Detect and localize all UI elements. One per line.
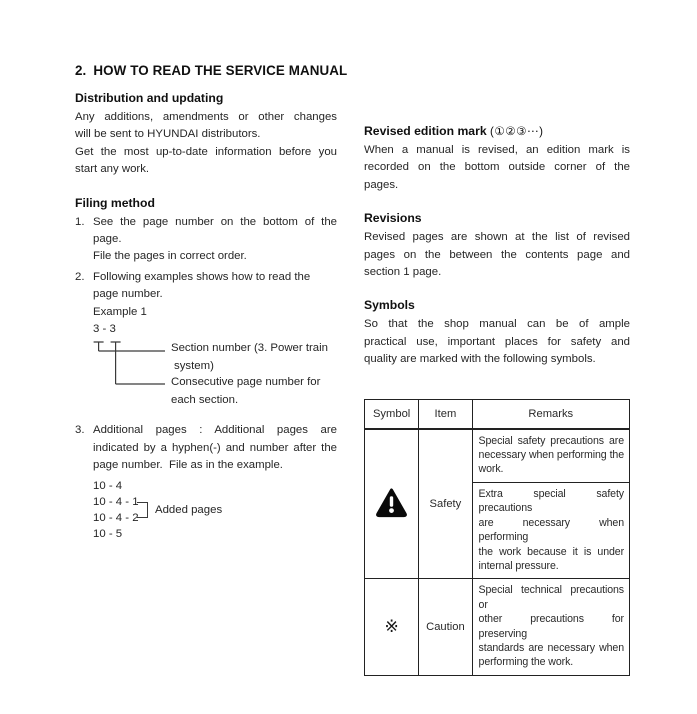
text-line: the work because it is under: [478, 545, 624, 558]
bracket-icon: [137, 502, 148, 518]
remarks-cell: [472, 579, 629, 675]
page-code: 10 - 5: [93, 527, 123, 540]
text-line: When a manual is revised, an edition mark is: [364, 144, 630, 156]
item-number: 1.: [75, 215, 85, 228]
text-line: recorded on the bottom outside corner of the: [364, 161, 630, 174]
section-filing-method: [75, 196, 337, 542]
symbol-cell: [365, 579, 419, 675]
item-number: 2.: [75, 270, 85, 283]
item-body: [93, 269, 337, 420]
page-title-text: HOW TO READ THE SERVICE MANUAL: [93, 63, 348, 78]
text-line: system): [174, 359, 214, 372]
numbered-item-1: [75, 214, 337, 266]
table-row: [365, 579, 630, 675]
text-line: Special safety precautions are: [478, 434, 624, 447]
item-body: [93, 214, 337, 266]
table-row: [365, 429, 630, 483]
item-cell: Caution: [419, 579, 472, 675]
right-column: [364, 91, 630, 676]
symbols-table: [364, 399, 630, 676]
text-line: page number. File as in the example.: [93, 459, 283, 472]
page-code: 10 - 4: [93, 479, 123, 492]
text-line: other precautions for preserving: [478, 613, 624, 640]
remarks-cell: [472, 429, 629, 483]
paragraph: [75, 144, 337, 179]
text-line: practical use, important places for safety and: [364, 335, 630, 348]
page-code: 10 - 4 - 1: [93, 495, 139, 508]
added-pages-group: [93, 494, 337, 526]
page-number-callout-diagram: [93, 340, 337, 412]
paragraph: [364, 142, 630, 194]
added-pages-label: Added pages: [155, 503, 223, 516]
item-number: 3.: [75, 424, 85, 437]
column-header-item: Item: [419, 399, 472, 429]
text-line: Any additions, amendments or other changes: [75, 111, 337, 123]
left-column: [75, 91, 337, 559]
text-line: Additional pages : Additional pages are: [93, 424, 337, 437]
paragraph: [93, 214, 337, 249]
text-line: start any work.: [75, 163, 150, 176]
two-column-layout: [75, 91, 697, 676]
page-title-number: 2.: [75, 63, 87, 78]
page-code-list: [93, 478, 337, 542]
page-title: [75, 63, 697, 78]
section-heading-text: Revised edition mark: [364, 124, 487, 138]
text-line: pages.: [364, 178, 399, 191]
paragraph: [93, 248, 337, 265]
text-line: quality are marked with the following symbols.: [364, 353, 596, 366]
page-code: 10 - 4 - 2: [93, 511, 139, 524]
table-header-row: [365, 399, 630, 429]
text-line: Extra special safety precautions: [478, 487, 624, 515]
text-line: necessary when performing the: [478, 449, 624, 462]
text-line: So that the shop manual can be of ample: [364, 318, 630, 331]
text-line: internal pressure.: [478, 559, 559, 572]
section-heading: Revisions: [364, 211, 422, 226]
text-line: are necessary when performing: [478, 516, 624, 544]
text-line: each section.: [171, 393, 239, 406]
text-line: page number.: [93, 288, 163, 301]
text-line: Consecutive page number for: [171, 376, 321, 389]
section-heading: Filing method: [75, 195, 155, 210]
column-header-remarks: Remarks: [472, 399, 629, 429]
text-line: Following examples shows how to read the: [93, 270, 311, 283]
item-cell: Safety: [419, 429, 472, 579]
numbered-item-3: [75, 422, 337, 541]
text-line: Revised pages are shown at the list of revised: [364, 231, 630, 244]
callout-section-number: [171, 340, 328, 374]
item-body: [93, 422, 337, 541]
section-heading: [364, 124, 630, 138]
section-heading: Symbols: [364, 298, 415, 313]
text-line: File the pages in correct order.: [93, 250, 247, 263]
section-revisions: [364, 211, 630, 281]
remarks-cell: [472, 482, 629, 578]
numbered-item-2: [75, 269, 337, 420]
reference-mark-icon: ※: [384, 617, 399, 637]
column-header-symbol: Symbol: [365, 399, 419, 429]
paragraph: [75, 109, 337, 144]
warning-triangle-icon: [375, 487, 408, 518]
callout-consecutive-page: [171, 374, 320, 408]
example-label: Example 1: [93, 305, 147, 318]
text-line: work.: [478, 463, 504, 476]
text-line: will be sent to HYUNDAI distributors.: [75, 128, 261, 141]
text-line: Get the most up-to-date information before you: [75, 145, 337, 158]
section-heading: Distribution and updating: [75, 91, 224, 105]
text-line: section 1 page.: [364, 266, 442, 279]
paragraph: [93, 269, 337, 304]
text-line: Section number (3. Power train: [171, 342, 329, 355]
section-symbols: [364, 298, 630, 368]
edition-mark-symbols: (①②③⋯): [490, 125, 544, 138]
text-line: performing the work.: [478, 656, 574, 669]
section-distribution: [75, 91, 337, 179]
section-revised-edition-mark: [364, 124, 630, 194]
paragraph: [93, 422, 337, 474]
text-line: pages on the between the contents page and: [364, 248, 630, 261]
symbol-cell: [365, 429, 419, 579]
paragraph: [364, 316, 630, 368]
page-code: 3 - 3: [93, 323, 116, 336]
text-line: See the page number on the bottom of the: [93, 215, 337, 228]
text-line: standards are necessary when: [478, 641, 624, 654]
paragraph: [364, 229, 630, 281]
text-line: indicated by a hyphen(-) and number after the: [93, 441, 337, 454]
text-line: page.: [93, 233, 122, 246]
text-line: Special technical precautions or: [478, 584, 624, 611]
